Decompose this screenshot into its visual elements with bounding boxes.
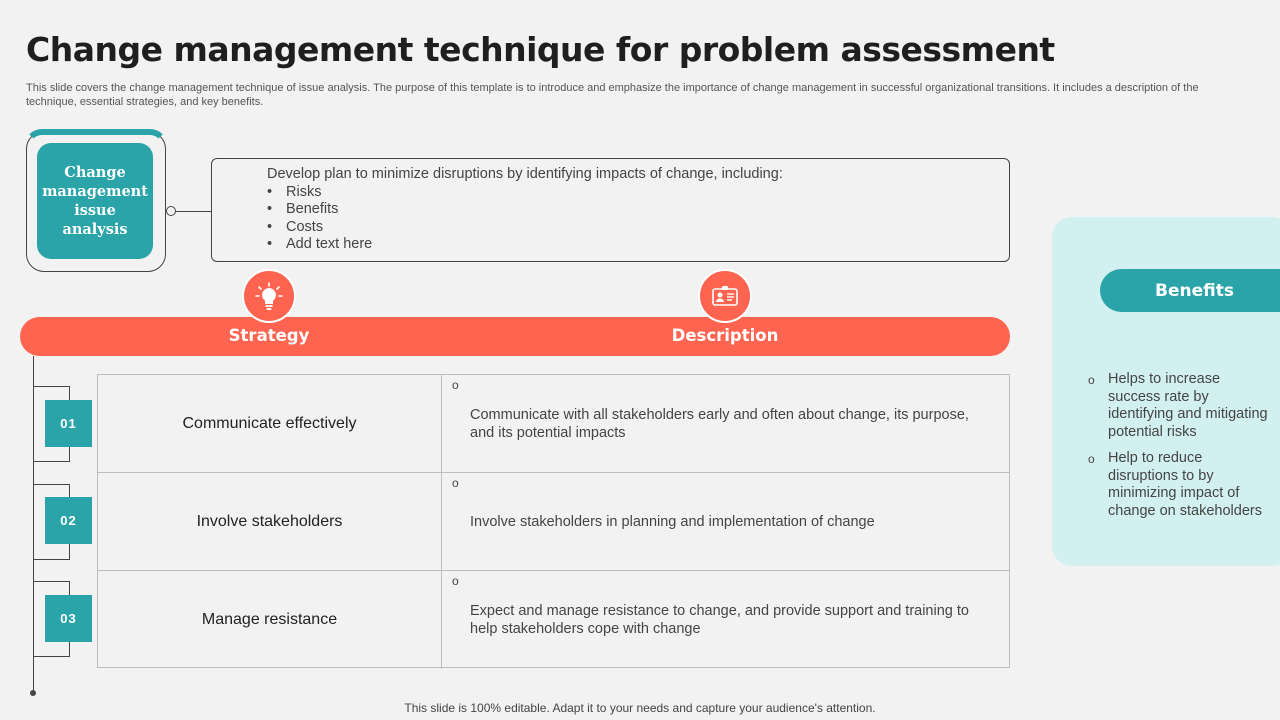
connector-dot bbox=[166, 206, 176, 216]
plan-item: • Risks bbox=[267, 184, 1009, 202]
strategy-cell: Manage resistance bbox=[98, 571, 442, 669]
description-cell bbox=[442, 375, 1009, 472]
description-text: Communicate with all stakeholders early and often about change, its purpose, and its potential impacts bbox=[470, 406, 969, 441]
page-title: Change management technique for problem assessment bbox=[26, 30, 1055, 69]
plan-intro: Develop plan to minimize disruptions by identifying impacts of change, including: bbox=[267, 166, 783, 182]
issue-analysis-box: Change management issue analysis bbox=[37, 143, 153, 259]
table-row bbox=[98, 375, 1009, 473]
footer-note: This slide is 100% editable. Adapt it to your needs and capture your audience's attention. bbox=[404, 701, 876, 715]
description-cell bbox=[442, 473, 1009, 570]
table-row bbox=[98, 473, 1009, 571]
bullet-marker: o bbox=[452, 378, 459, 392]
bullet-marker: o bbox=[452, 574, 459, 588]
bullet-marker: o bbox=[1088, 373, 1095, 387]
plan-item: • Add text here bbox=[267, 236, 1009, 254]
description-text: Expect and manage resistance to change, and provide support and training to help stakeholders cope with change bbox=[470, 603, 969, 637]
plan-description-box bbox=[211, 158, 1010, 262]
strategy-table bbox=[97, 374, 1010, 668]
bullet-marker: o bbox=[1088, 452, 1095, 466]
step-number: 01 bbox=[45, 400, 92, 447]
timeline-end-dot bbox=[30, 690, 36, 696]
step-number: 02 bbox=[45, 497, 92, 544]
table-row bbox=[98, 571, 1009, 669]
bullet-marker: o bbox=[452, 476, 459, 490]
benefit-item bbox=[1088, 371, 1273, 441]
benefit-text: Helps to increase success rate by identifying and mitigating potential risks bbox=[1108, 371, 1268, 440]
strategy-cell: Communicate effectively bbox=[98, 375, 442, 472]
id-card-icon bbox=[698, 269, 752, 323]
benefit-item bbox=[1088, 450, 1273, 520]
plan-list bbox=[267, 184, 1009, 254]
page-subtitle: This slide covers the change management technique of issue analysis. The purpose of this template is to introduce and emphasize the importance of change management in successful organizational transitions. It includes a description of the technique, essential strategies, and key benefits. bbox=[26, 82, 1199, 108]
benefits-title: Benefits bbox=[1100, 269, 1280, 312]
benefit-text: Help to reduce disruptions to by minimizing impact of change on stakeholders bbox=[1108, 450, 1262, 519]
strategy-header: Strategy bbox=[228, 326, 310, 345]
description-cell bbox=[442, 571, 1009, 669]
strategy-cell: Involve stakeholders bbox=[98, 473, 442, 570]
lightbulb-icon bbox=[242, 269, 296, 323]
description-header: Description bbox=[671, 326, 779, 345]
step-number: 03 bbox=[45, 595, 92, 642]
benefits-list bbox=[1088, 371, 1273, 529]
plan-item: • Benefits bbox=[267, 201, 1009, 219]
connector-line bbox=[175, 211, 211, 212]
plan-item: • Costs bbox=[267, 219, 1009, 237]
description-text: Involve stakeholders in planning and implementation of change bbox=[470, 513, 875, 530]
